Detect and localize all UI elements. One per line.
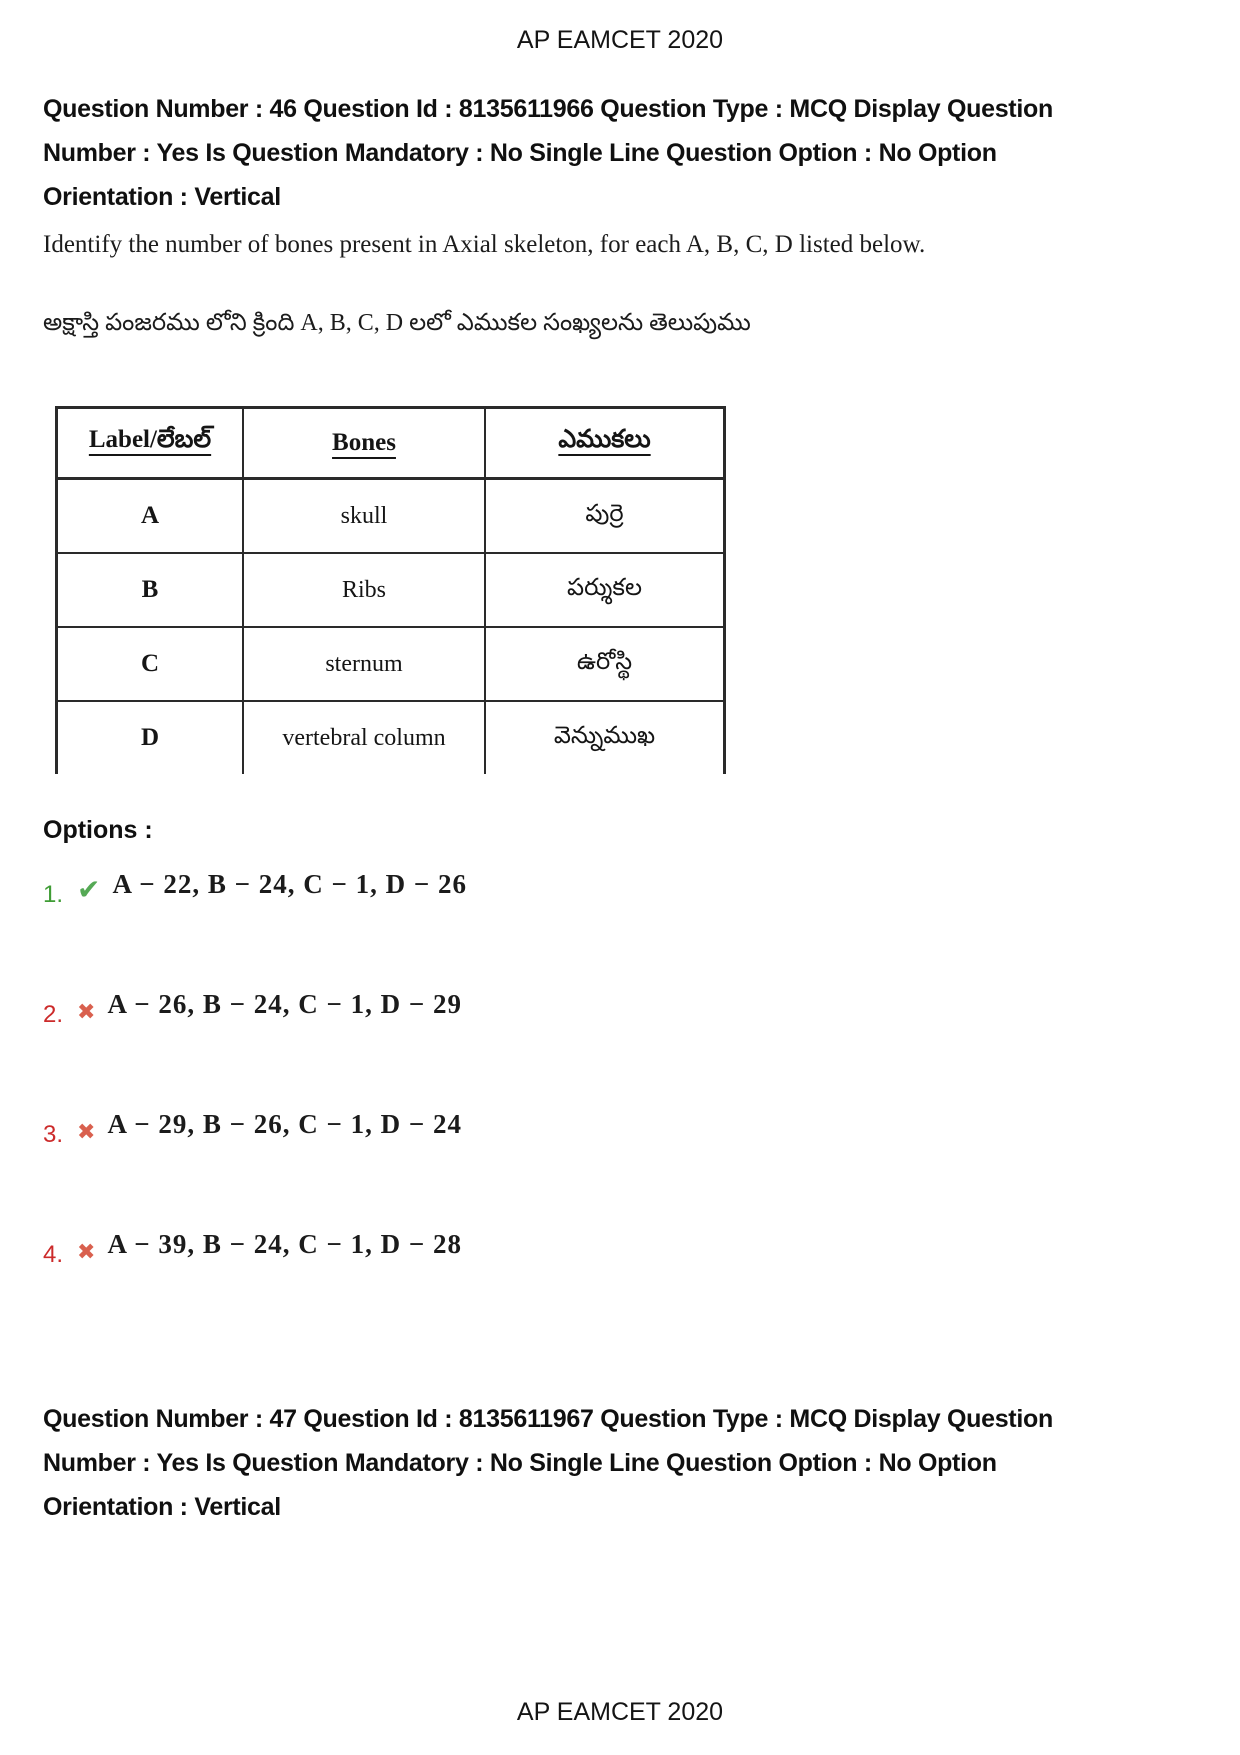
option-number: 4. (43, 1241, 64, 1268)
question-meta-line: Orientation : Vertical (43, 183, 281, 211)
option-number: 1. (43, 881, 64, 908)
question-text-telugu: అక్షాస్తి పంజరము లోని క్రింది A, B, C, D లలో ఎముకల సంఖ్యలను తెలుపుము (43, 310, 751, 336)
option-text: A − 39, B − 24, C − 1, D − 28 (107, 1229, 462, 1259)
option-number: 2. (43, 1001, 64, 1028)
table-cell-label: D (57, 701, 244, 774)
question-meta-line: Question Number : 47 Question Id : 8135611967 Question Type : MCQ Display Question (43, 1405, 1053, 1433)
question-meta-line: Number : Yes Is Question Mandatory : No Single Line Question Option : No Option (43, 1449, 997, 1477)
correct-check-icon: ✔ (77, 875, 101, 906)
option-row-3 (43, 1109, 1197, 1149)
table-header-bones: Bones (243, 408, 485, 479)
page-footer-title: AP EAMCET 2020 (516, 1698, 724, 1726)
option-row-2 (43, 989, 1197, 1029)
option-row-1 (43, 869, 1197, 909)
table-header-row (57, 408, 725, 479)
question-meta-line: Orientation : Vertical (43, 1493, 281, 1521)
table-cell-telugu: వెన్నుముఖ (485, 701, 725, 774)
question-text-english: Identify the number of bones present in Axial skeleton, for each A, B, C, D listed below. (43, 231, 926, 258)
question-meta-line: Question Number : 46 Question Id : 8135611966 Question Type : MCQ Display Question (43, 95, 1053, 123)
option-text: A − 22, B − 24, C − 1, D − 26 (112, 869, 468, 899)
wrong-cross-icon: ✖ (77, 1119, 96, 1144)
table-cell-telugu: పర్శుకల (485, 553, 725, 627)
table-cell-label: A (57, 479, 244, 554)
option-number: 3. (43, 1121, 64, 1148)
table-cell-bone: sternum (243, 627, 485, 701)
option-text: A − 26, B − 24, C − 1, D − 29 (107, 989, 462, 1019)
table-row (57, 479, 725, 554)
table-cell-bone: skull (243, 479, 485, 554)
table-cell-bone: Ribs (243, 553, 485, 627)
page-header-title: AP EAMCET 2020 (516, 26, 724, 54)
option-text: A − 29, B − 26, C − 1, D − 24 (107, 1109, 462, 1139)
options-label: Options : (43, 816, 153, 844)
table-row (57, 627, 725, 701)
table-cell-label: C (57, 627, 244, 701)
table-cell-bone: vertebral column (243, 701, 485, 774)
question-46-meta (43, 87, 1197, 219)
table-header-telugu: ఎముకలు (485, 408, 725, 479)
table-cell-telugu: పుర్రె (485, 479, 725, 554)
bones-table (55, 406, 726, 774)
option-row-4 (43, 1229, 1197, 1269)
question-47-meta (43, 1397, 1197, 1529)
question-meta-line: Number : Yes Is Question Mandatory : No Single Line Question Option : No Option (43, 139, 997, 167)
table-row (57, 701, 725, 774)
table-row (57, 553, 725, 627)
table-cell-label: B (57, 553, 244, 627)
wrong-cross-icon: ✖ (77, 999, 96, 1024)
table-header-label: Label/లేబల్ (57, 408, 244, 479)
wrong-cross-icon: ✖ (77, 1239, 96, 1264)
table-cell-telugu: ఉరోస్థి (485, 627, 725, 701)
